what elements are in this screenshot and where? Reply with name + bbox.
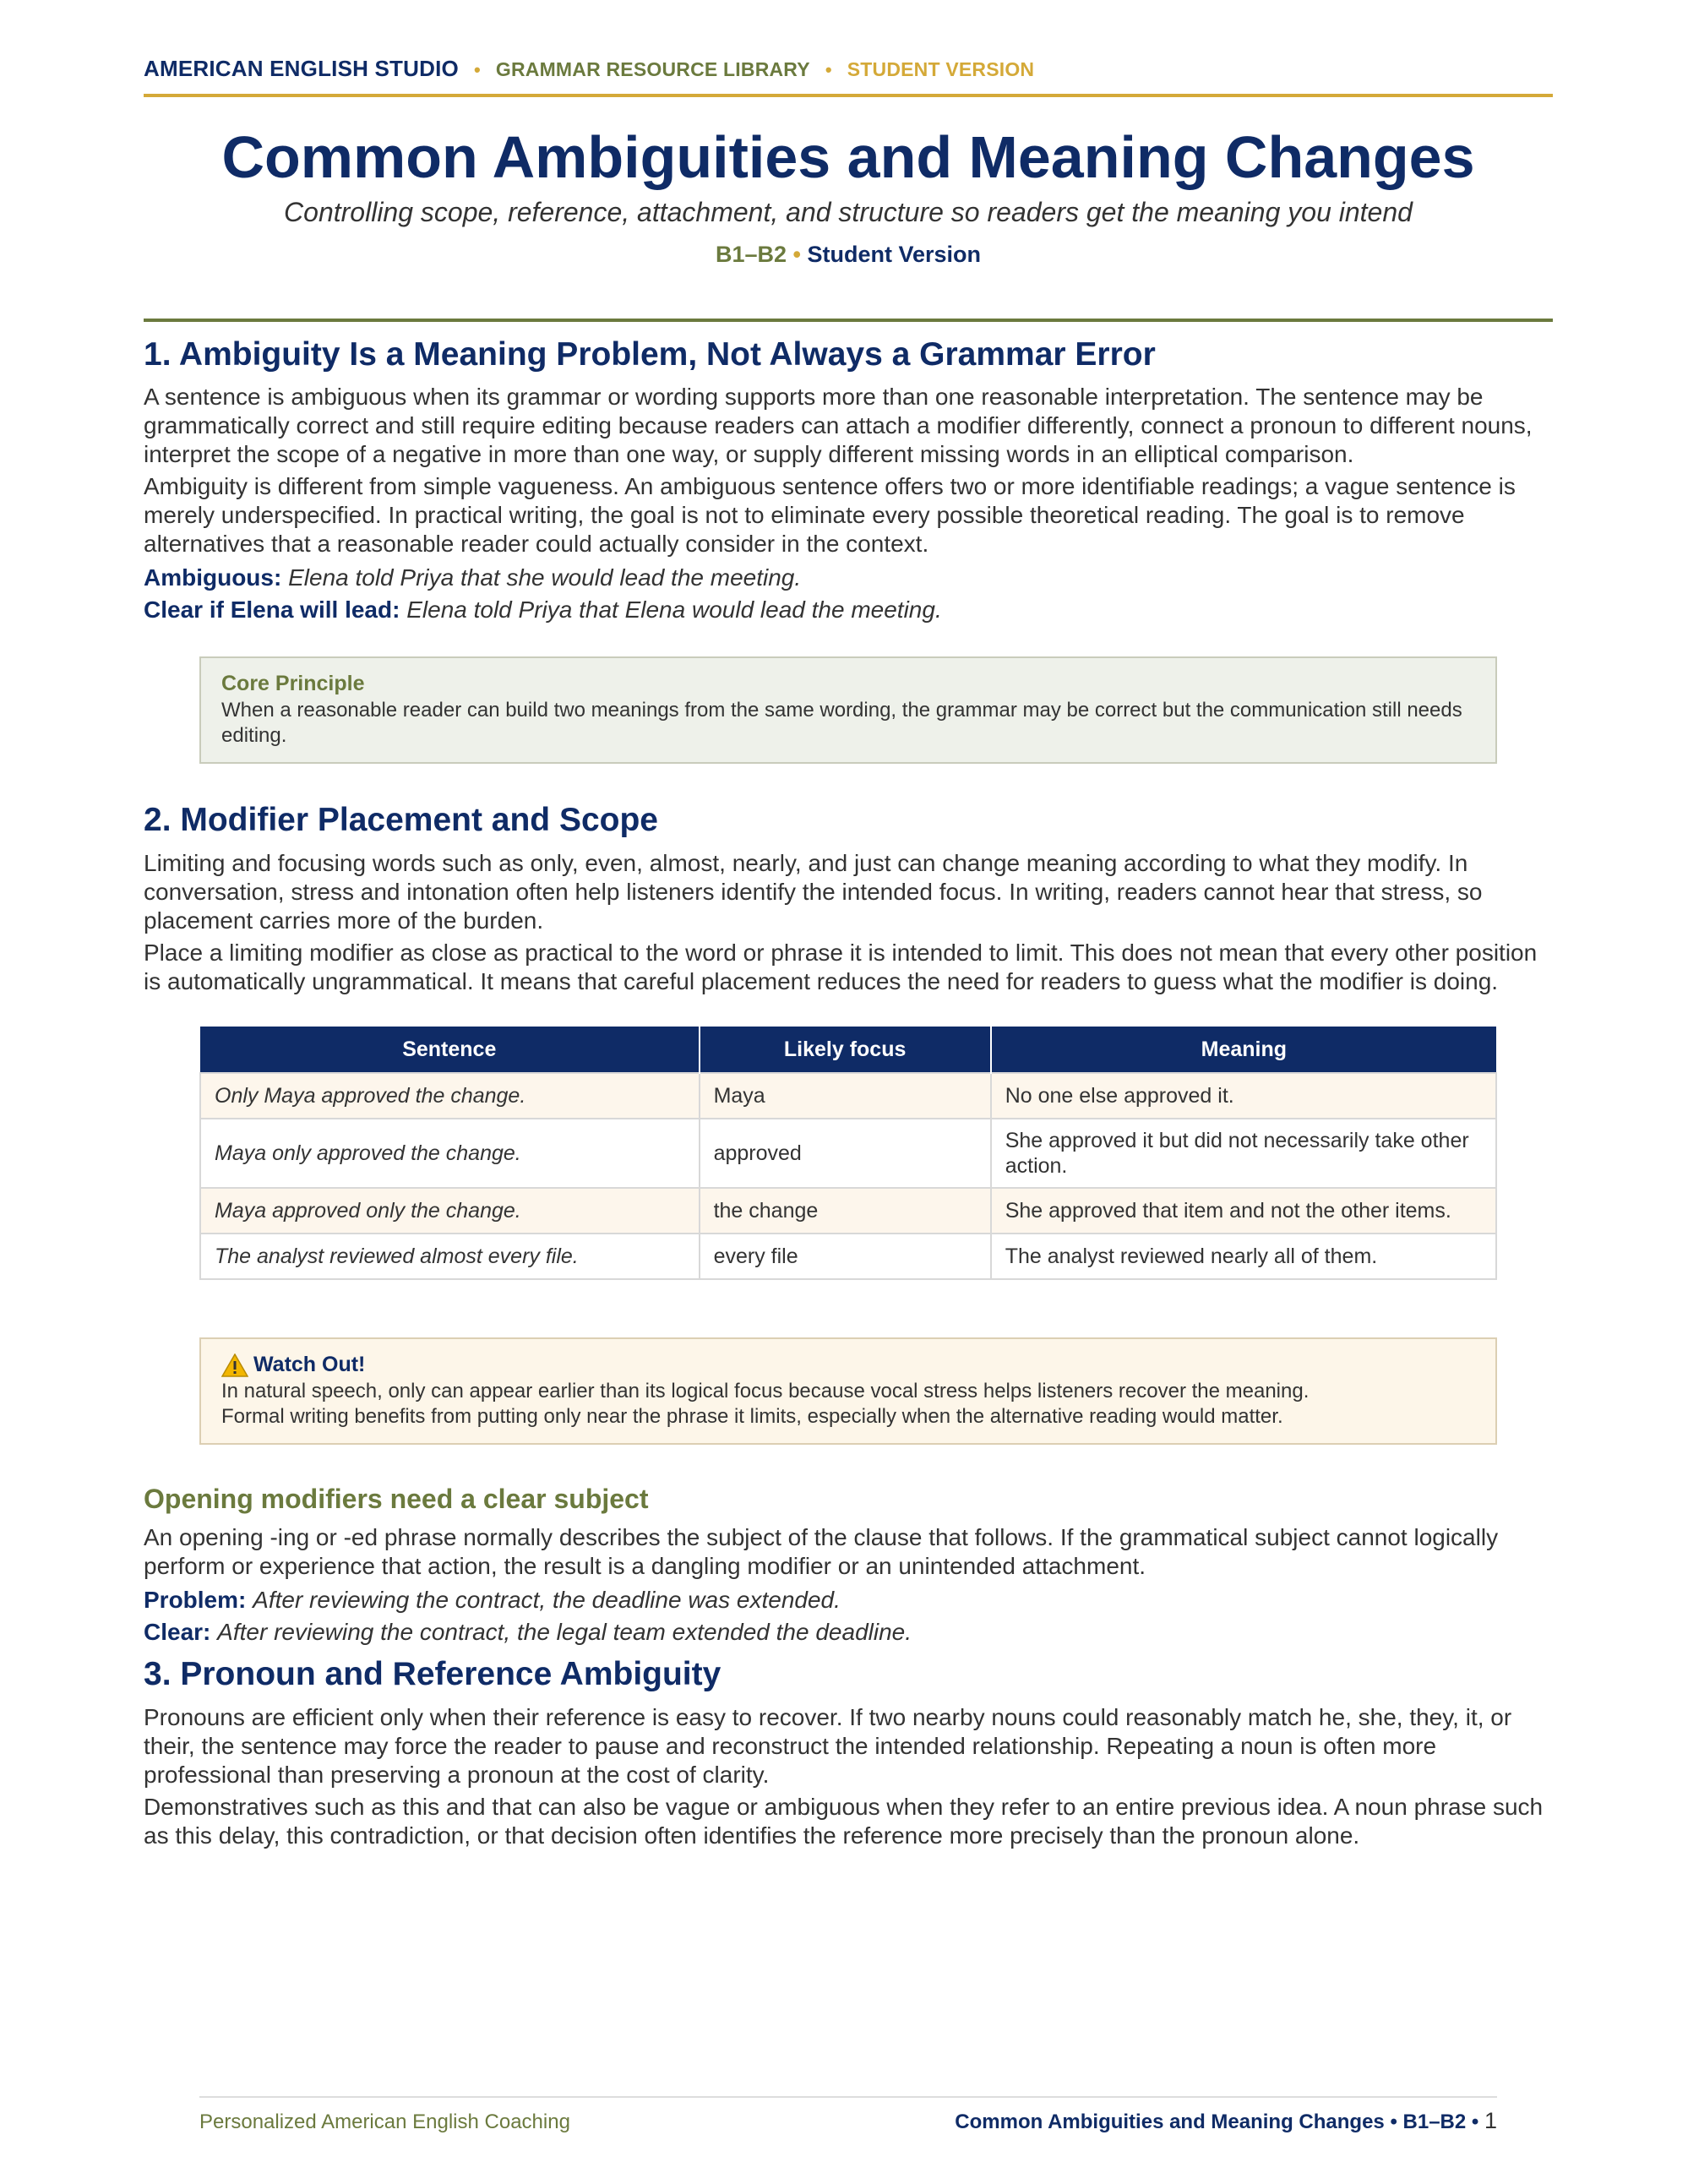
example-text: Elena told Priya that Elena would lead the meeting. xyxy=(406,596,942,624)
level-separator: • xyxy=(792,241,801,267)
footer-left-text: Personalized American English Coaching xyxy=(199,2110,570,2133)
example-text: After reviewing the contract, the deadline was extended. xyxy=(253,1587,841,1614)
subsection-paragraph: An opening -ing or -ed phrase normally describes the subject of the clause that follows. If the grammatical subject cannot logically perform or experience that action, the result is a dangling modifier or an unintended attachment. xyxy=(144,1524,1499,1580)
example-ambiguous xyxy=(144,562,1553,594)
document-page xyxy=(144,0,1553,1854)
example-clear xyxy=(144,594,1553,626)
column-header: Sentence xyxy=(200,1027,700,1073)
example-clear xyxy=(144,1616,1553,1648)
section-1-paragraph-1: A sentence is ambiguous when its grammar or wording supports more than one reasonable interpretation. The sentence may be grammatically correct and still require editing because readers can attach a modifier differently, connect a pronoun to different nouns, interpret the scope of a negative in more than one way, or supply different missing words in an elliptical comparison. xyxy=(144,384,1533,468)
example-text: Elena told Priya that she would lead the meeting. xyxy=(288,564,802,591)
box-title xyxy=(221,1353,1475,1377)
version-label: STUDENT VERSION xyxy=(847,58,1035,80)
column-header: Likely focus xyxy=(700,1027,991,1073)
page-title: Common Ambiguities and Meaning Changes xyxy=(221,124,1475,190)
example-problem xyxy=(144,1584,1553,1616)
section-3-paragraph-1: Pronouns are efficient only when their reference is easy to recover. If two nearby nouns could reasonably match he, she, they, it, or their, the sentence may force the reader to pause and reconstruct the intended relationship. Repeating a noun is often more professional than preserving a pronoun at the cost of clarity. xyxy=(144,1703,1512,1788)
section-3-paragraph-2: Demonstratives such as this and that can also be vague or ambiguous when they refer to an entire previous idea. A noun phrase such as this delay, this contradiction, or that decision often identifies the reference more precisely than the pronoun alone. xyxy=(144,1793,1544,1849)
box-body-line: In natural speech, only can appear earlier than its logical focus because vocal stress helps listeners recover the meaning. xyxy=(221,1380,1310,1403)
level-code: B1–B2 xyxy=(715,241,787,267)
section-1-paragraph-2: Ambiguity is different from simple vagueness. An ambiguous sentence offers two or more identifiable readings; a vague sentence is merely underspecified. In practical writing, the goal is not to eliminate every possible theoretical reading. The goal is to remove alternatives that a reasonable reader could actually consider in the context. xyxy=(144,473,1516,558)
modifier-focus-table xyxy=(199,1027,1497,1280)
section-2-heading: 2. Modifier Placement and Scope xyxy=(144,802,658,839)
focus-cell: Maya xyxy=(700,1073,991,1119)
meaning-cell: She approved that item and not the other items. xyxy=(991,1188,1496,1234)
table-row xyxy=(200,1119,1496,1188)
level-label: Student Version xyxy=(807,241,982,267)
focus-cell: the change xyxy=(700,1188,991,1234)
section-2-paragraph-1: Limiting and focusing words such as only, even, almost, nearly, and just can change meaning according to what they modify. In conversation, stress and intonation often help listeners identify the intended focus. In writing, readers cannot hear that stress, so placement carries more of the burden. xyxy=(144,850,1483,934)
section-2-paragraph-2: Place a limiting modifier as close as practical to the word or phrase it is intended to limit. This does not mean that every other position is automatically ungrammatical. It means that careful placement reduces the need for readers to guess what the modifier is doing. xyxy=(144,940,1538,995)
table-row xyxy=(200,1234,1496,1279)
level-line xyxy=(144,242,1553,268)
sentence-cell: The analyst reviewed almost every file. xyxy=(200,1234,700,1279)
table-row xyxy=(200,1073,1496,1119)
example-label: Clear if Elena will lead: xyxy=(144,596,400,624)
meaning-cell: She approved it but did not necessarily take other action. xyxy=(991,1119,1496,1188)
core-principle-box xyxy=(199,656,1497,764)
meaning-cell: The analyst reviewed nearly all of them. xyxy=(991,1234,1496,1279)
page-number: 1 xyxy=(1484,2108,1497,2133)
box-title: Core Principle xyxy=(221,672,365,696)
box-body-line: Formal writing benefits from putting only near the phrase it limits, especially when the alternative reading would matter. xyxy=(221,1405,1283,1429)
page-footer xyxy=(199,2096,1497,2134)
warning-triangle-icon xyxy=(221,1353,248,1377)
header-bar xyxy=(144,56,1553,97)
column-header: Meaning xyxy=(991,1027,1496,1073)
footer-doc-title: Common Ambiguities and Meaning Changes • B1–B2 • xyxy=(955,2110,1479,2133)
table-row xyxy=(200,1188,1496,1234)
example-label: Ambiguous: xyxy=(144,564,282,591)
header-separator: • xyxy=(473,59,481,80)
library-name: GRAMMAR RESOURCE LIBRARY xyxy=(495,58,810,80)
watch-out-box xyxy=(199,1337,1497,1445)
sentence-cell: Only Maya approved the change. xyxy=(200,1073,700,1119)
focus-cell: approved xyxy=(700,1119,991,1188)
section-3-heading: 3. Pronoun and Reference Ambiguity xyxy=(144,1656,721,1693)
box-body: When a reasonable reader can build two meanings from the same wording, the grammar may be correct but the communication still needs editing. xyxy=(221,699,1462,748)
section-1-heading: 1. Ambiguity Is a Meaning Problem, Not Always a Grammar Error xyxy=(144,335,1156,373)
footer-right-text xyxy=(955,2108,1497,2134)
sentence-cell: Maya only approved the change. xyxy=(200,1119,700,1188)
example-label: Problem: xyxy=(144,1587,247,1614)
table-header-row xyxy=(200,1027,1496,1073)
example-label: Clear: xyxy=(144,1619,211,1646)
brand-name: AMERICAN ENGLISH STUDIO xyxy=(144,56,459,81)
meaning-cell: No one else approved it. xyxy=(991,1073,1496,1119)
divider xyxy=(144,319,1553,322)
sentence-cell: Maya approved only the change. xyxy=(200,1188,700,1234)
page-subtitle: Controlling scope, reference, attachment, and structure so readers get the meaning you intend xyxy=(284,196,1413,227)
example-text: After reviewing the contract, the legal team extended the deadline. xyxy=(217,1619,912,1646)
subsection-heading: Opening modifiers need a clear subject xyxy=(144,1484,649,1515)
watch-out-title: Watch Out! xyxy=(253,1353,366,1377)
header-separator: • xyxy=(825,59,832,80)
focus-cell: every file xyxy=(700,1234,991,1279)
